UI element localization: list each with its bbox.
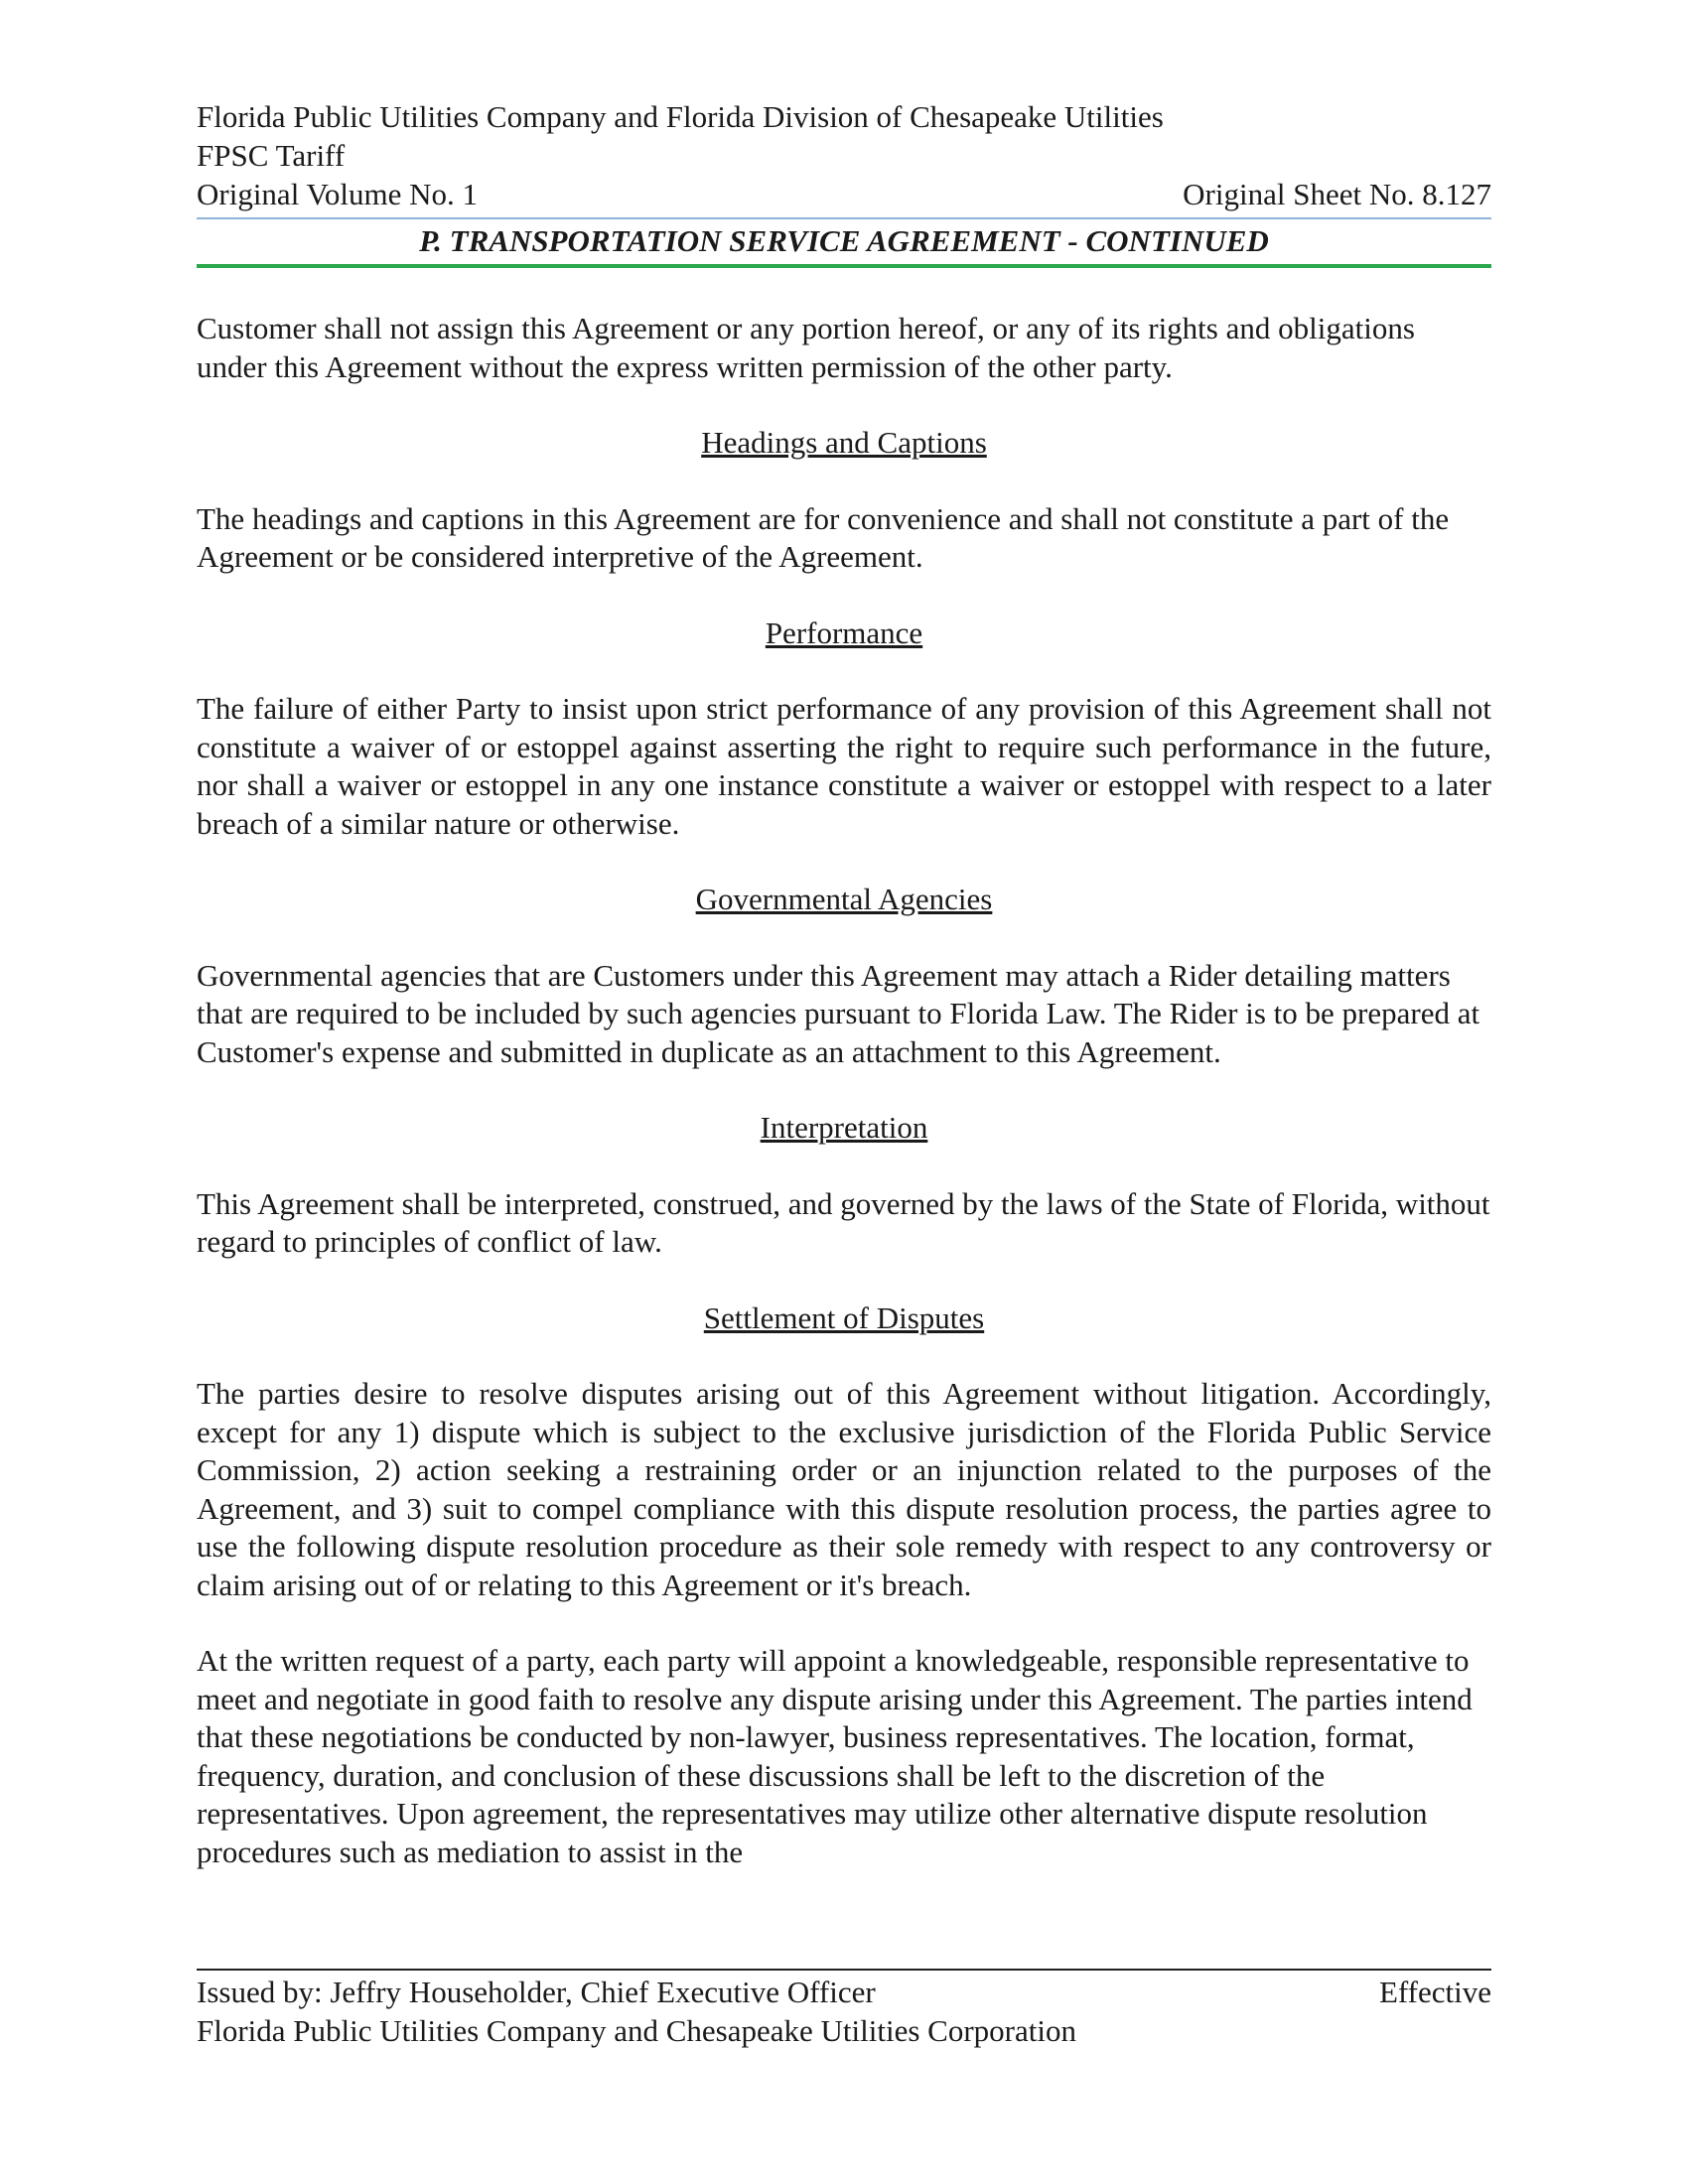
footer-company: Florida Public Utilities Company and Chesapeake Utilities Corporation <box>197 2013 1076 2048</box>
governmental-agencies-paragraph: Governmental agencies that are Customers under this Agreement may attach a Rider detailing matters that are required to be included by such agencies pursuant to Florida Law. The Rider is to be prepared at Customer's expense and submitted in duplicate as an attachment to this Agreement. <box>197 957 1480 1069</box>
section-title: P. TRANSPORTATION SERVICE AGREEMENT - CONTINUED <box>419 223 1269 258</box>
headings-captions-heading: Headings and Captions <box>701 425 987 460</box>
footer-issued-row <box>197 1973 1491 2011</box>
header-divider-blue <box>197 217 1491 219</box>
footer-issued-by: Issued by: Jeffry Householder, Chief Executive Officer <box>197 1975 876 2009</box>
page-footer <box>197 1969 1491 2050</box>
footer-effective: Effective <box>1378 1975 1491 2009</box>
governmental-agencies-heading: Governmental Agencies <box>695 882 993 916</box>
assignment-paragraph: Customer shall not assign this Agreement or any portion hereof, or any of its rights and obligations under this Agreement without the express written permission of the other party. <box>197 311 1415 384</box>
settlement-disputes-paragraph-1: The parties desire to resolve disputes arising out of this Agreement without litigation. Accordingly, except for any 1) dispute which is subject to the exclusive jurisdiction of the Florida Public Service Commission, 2) action seeking a restraining order or an injunction related to the purposes of the Agreement, and 3) suit to compel compliance with this dispute resolution process, the parties agree to use the following dispute resolution procedure as their sole remedy with respect to any controversy or claim arising out of or relating to this Agreement or it's breach. <box>197 1376 1491 1602</box>
header-volume: Original Volume No. 1 <box>197 177 479 211</box>
interpretation-paragraph: This Agreement shall be interpreted, construed, and governed by the laws of the State of Florida, without regard to principles of conflict of law. <box>197 1185 1490 1259</box>
footer-divider <box>197 1969 1491 1971</box>
settlement-disputes-heading: Settlement of Disputes <box>703 1299 985 1335</box>
performance-paragraph: The failure of either Party to insist upon strict performance of any provision of this Agreement shall not constitute a waiver of or estoppel against asserting the right to require such performance in the future, nor shall a waiver or estoppel in any one instance constitute a waiver or estoppel with respect to a later breach of a similar nature or otherwise. <box>197 691 1491 841</box>
settlement-disputes-paragraph-2: At the written request of a party, each party will appoint a knowledgeable, responsible representative to meet and negotiate in good faith to resolve any dispute arising under this Agreement. The parties intend that these negotiations be conducted by non-lawyer, business representatives. The location, format, frequency, duration, and conclusion of these discussions shall be left to the discretion of the representatives. Upon agreement, the representatives may utilize other alternative dispute resolution procedures such as mediation to assist in the <box>197 1643 1473 1869</box>
headings-captions-paragraph: The headings and captions in this Agreement are for convenience and shall not constitute a part of the Agreement or be considered interpretive of the Agreement. <box>197 500 1450 574</box>
header-company-line: Florida Public Utilities Company and Florida Division of Chesapeake Utilities <box>197 99 1164 134</box>
performance-heading: Performance <box>765 614 923 650</box>
header-volume-sheet-row <box>197 175 1491 213</box>
interpretation-heading: Interpretation <box>760 1110 928 1145</box>
header-sheet-number: Original Sheet No. 8.127 <box>1183 177 1491 211</box>
header-tariff-line: FPSC Tariff <box>197 138 346 173</box>
document-page <box>197 97 1491 1871</box>
